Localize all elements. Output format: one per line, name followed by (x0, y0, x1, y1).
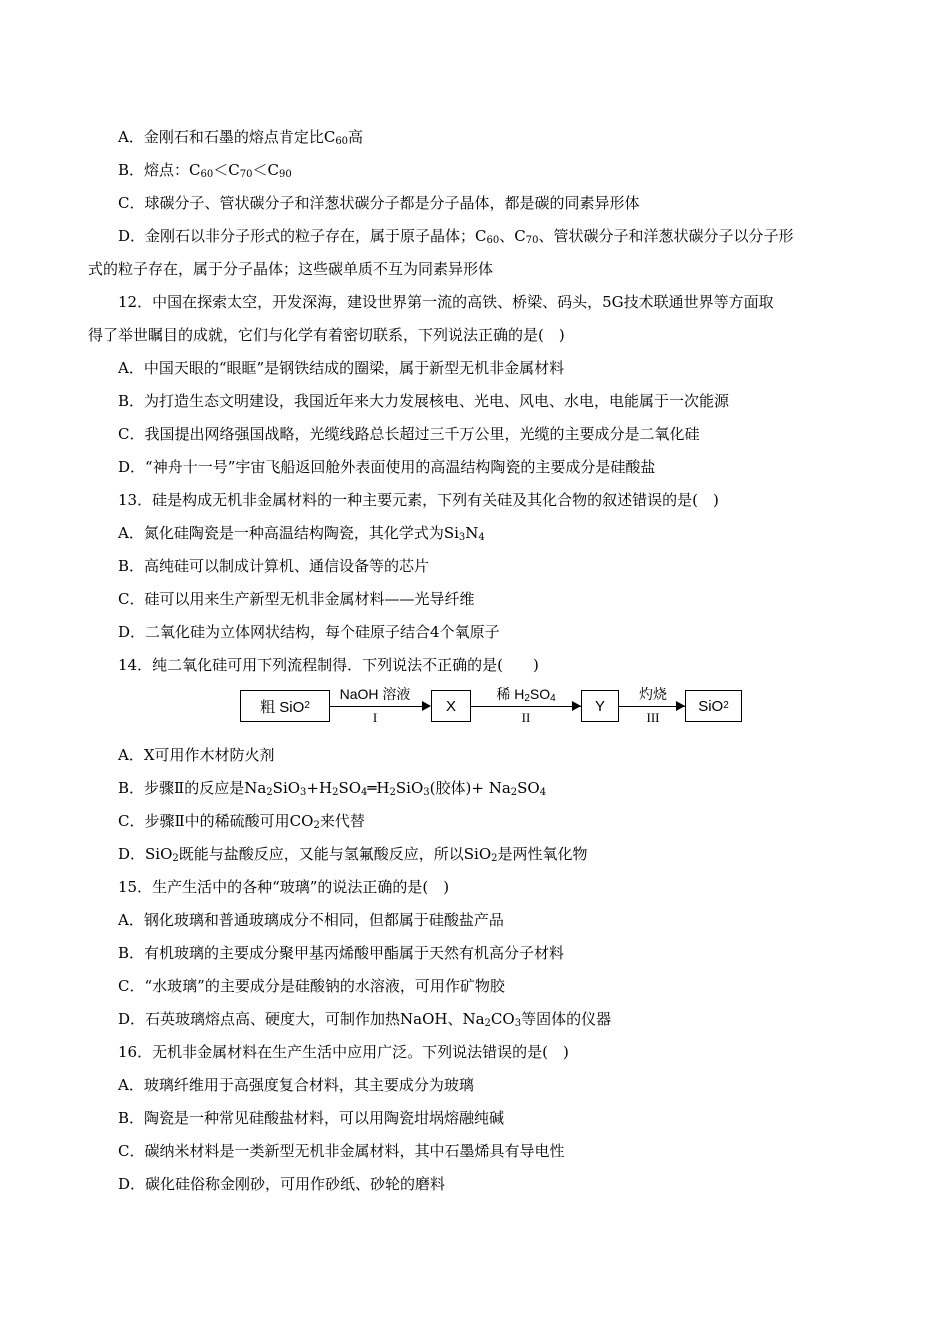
q13-option-c: C．硅可以用来生产新型无机非金属材料——光导纤维 (118, 590, 475, 608)
flow-step2-label: II (521, 710, 531, 725)
q12-option-c: C．我国提出网络强国战略，光缆线路总长超过三千万公里，光缆的主要成分是二氧化硅 (118, 425, 700, 443)
q15-option-d: D．石英玻璃熔点高、硬度大，可制作加热NaOH、$Na_2CO_3$等固体的仪器 (118, 1010, 612, 1029)
q14-flow-diagram (240, 684, 742, 730)
flow-arrow-2 (471, 706, 581, 707)
q15-option-a: A．钢化玻璃和普通玻璃成分不相同，但都属于硅酸盐产品 (118, 911, 504, 929)
q15-option-c: C．“水玻璃”的主要成分是硅酸钠的水溶液，可用作矿物胶 (118, 977, 505, 995)
q16-option-c: C．碳纳米材料是一类新型无机非金属材料，其中石墨烯具有导电性 (118, 1142, 565, 1160)
flow-step1-label: I (372, 710, 378, 725)
q16-stem: 16．无机非金属材料在生产生活中应用广泛。下列说法错误的是( ) (118, 1043, 569, 1061)
q12-stem: 12．中国在探索太空，开发深海，建设世界第一流的高铁、桥梁、码头，5G技术联通世界等方面取 (118, 293, 774, 311)
flow-step2-reagent: 稀 $H_2SO_4$ (496, 686, 556, 704)
q11-option-d-cont: 式的粒子存在，属于分子晶体；这些碳单质不互为同素异形体 (88, 260, 494, 278)
flow-step3-condition: 灼烧 (639, 686, 667, 702)
q14-option-a: A．X可用作木材防火剂 (118, 746, 275, 764)
flow-arrow-1 (330, 706, 422, 707)
flow-step1-reagent: NaOH 溶液 (339, 686, 411, 702)
q13-option-a: A．氮化硅陶瓷是一种高温结构陶瓷，其化学式为$Si_3N_4$ (118, 524, 485, 543)
q14-option-c: C．步骤Ⅱ中的稀硫酸可用$CO_2$来代替 (118, 812, 365, 831)
q12-stem-cont: 得了举世瞩目的成就，它们与化学有着密切联系，下列说法正确的是( ) (88, 326, 565, 344)
q12-option-d: D．“神舟十一号”宇宙飞船返回舱外表面使用的高温结构陶瓷的主要成分是硅酸盐 (118, 458, 656, 476)
q16-option-b: B．陶瓷是一种常见硅酸盐材料，可以用陶瓷坩埚熔融纯碱 (118, 1109, 505, 1127)
q15-option-b: B．有机玻璃的主要成分聚甲基丙烯酸甲酯属于天然有机高分子材料 (118, 944, 565, 962)
q16-option-a: A．玻璃纤维用于高强度复合材料，其主要成分为玻璃 (118, 1076, 474, 1094)
flow-box-y: Y (581, 690, 619, 722)
flow-box-sio2: SiO 2 (685, 690, 742, 722)
q11-option-a: A．金刚石和石墨的熔点肯定比$C_{60}$高 (118, 128, 364, 147)
q11-option-b: B．熔点：$C_{60}<C_{70}<C_{90}$ (118, 161, 292, 180)
q15-stem: 15．生产生活中的各种“玻璃”的说法正确的是( ) (118, 878, 450, 896)
flow-arrowhead-1 (422, 701, 431, 711)
q11-option-c: C．球碳分子、管状碳分子和洋葱状碳分子都是分子晶体，都是碳的同素异形体 (118, 194, 640, 212)
q13-option-d: D．二氧化硅为立体网状结构，每个硅原子结合4个氧原子 (118, 623, 500, 641)
q14-option-b: B．步骤Ⅱ的反应是$Na_2SiO_3+H_2SO_4═H_2SiO_3$(胶体)+ $Na_2SO_4$ (118, 779, 547, 798)
q12-option-a: A．中国天眼的“眼眶”是钢铁结成的圈梁，属于新型无机非金属材料 (118, 359, 565, 377)
q12-option-b: B．为打造生态文明建设，我国近年来大力发展核电、光电、风电、水电，电能属于一次能源 (118, 392, 730, 410)
flow-step3-label: III (646, 710, 660, 725)
flow-box-crude-sio2: 粗 SiO 2 (240, 690, 330, 722)
q11-option-d: D．金刚石以非分子形式的粒子存在，属于原子晶体；$C_{60}$、$C_{70}$、管状碳分子和洋葱状碳分子以分子形 (118, 227, 794, 246)
q13-stem: 13．硅是构成无机非金属材料的一种主要元素，下列有关硅及其化合物的叙述错误的是( ) (118, 491, 719, 509)
q14-option-d: D．SiO$_2$既能与盐酸反应，又能与氢氟酸反应，所以SiO$_2$是两性氧化物 (118, 845, 588, 864)
q16-option-d: D．碳化硅俗称金刚砂，可用作砂纸、砂轮的磨料 (118, 1175, 446, 1193)
flow-box-x: X (431, 690, 471, 722)
q14-stem: 14．纯二氧化硅可用下列流程制得．下列说法不正确的是( ) (118, 656, 539, 674)
q13-option-b: B．高纯硅可以制成计算机、通信设备等的芯片 (118, 557, 430, 575)
